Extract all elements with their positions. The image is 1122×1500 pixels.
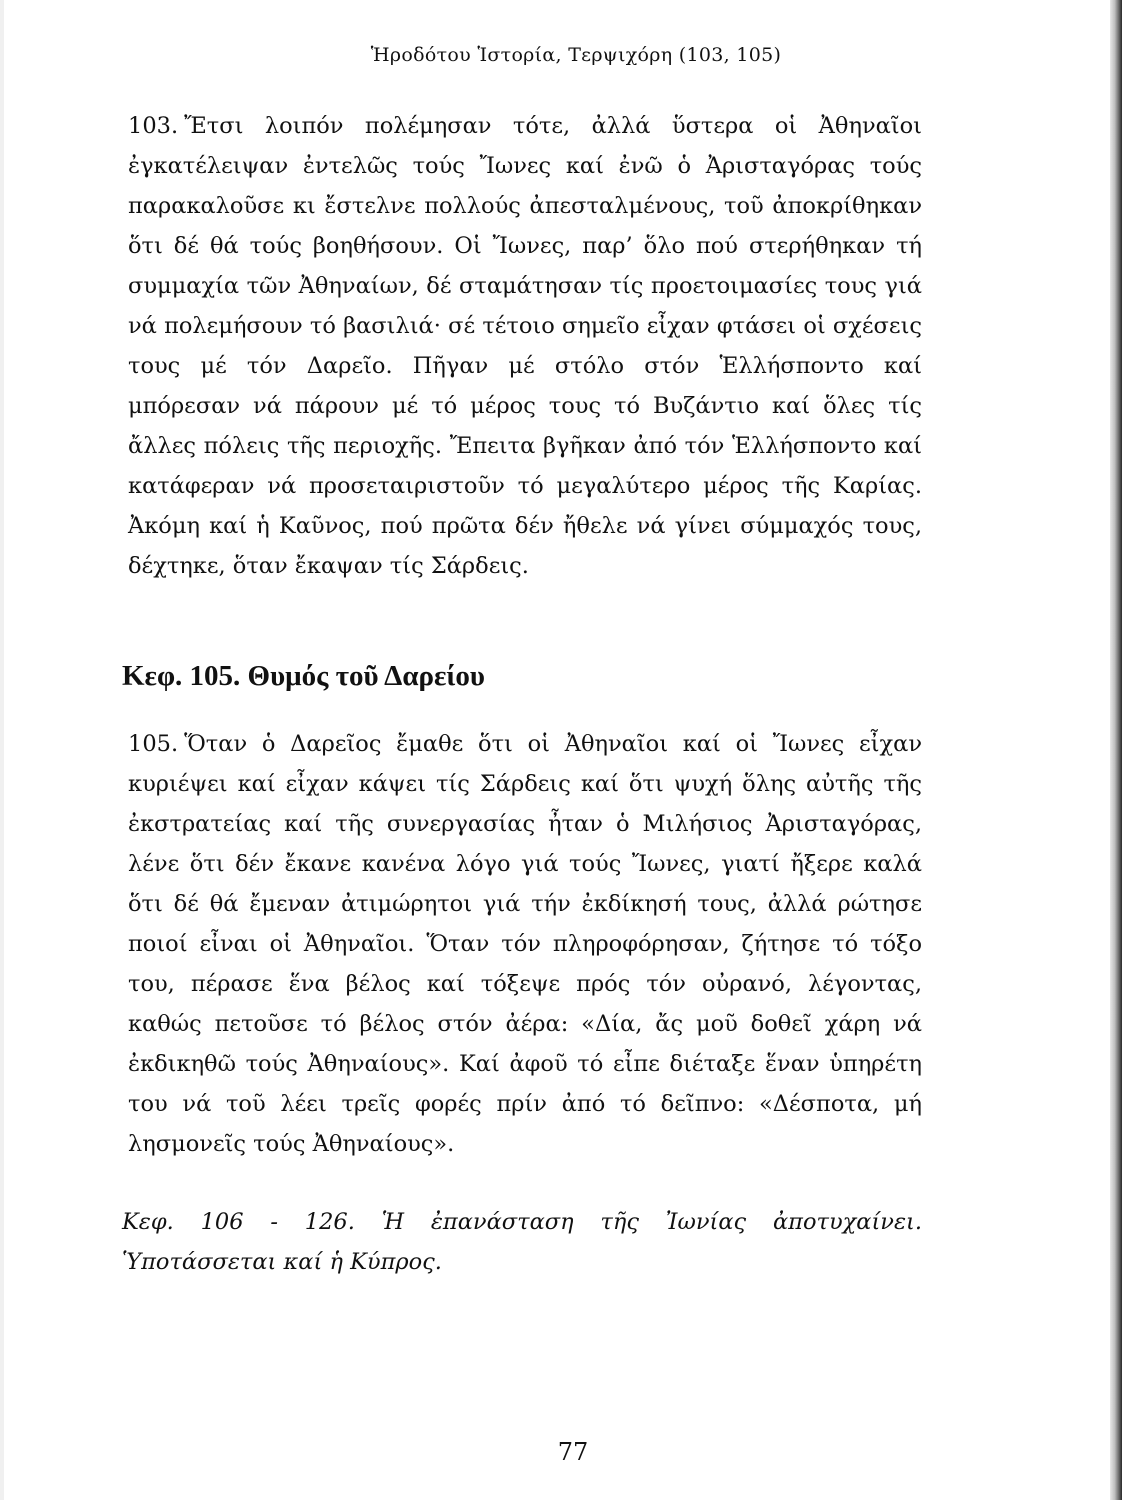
- page-binding-shadow: [1110, 0, 1122, 1500]
- paragraph-text-103: Ἔτσι λοιπόν πολέμησαν τότε, ἀλλά ὕστερα οἱ Ἀθηναῖοι ἐγκατέλειψαν ἐντελῶς τούς Ἴωνες καί ἐνῶ ὁ Ἀρισταγόρας τούς παρακαλοῦσε κι ἔστελνε πολλούς ἀπεσταλμένους, τοῦ ἀποκρίθηκαν ὅτι δέ θά τούς βοηθήσουν. Οἱ Ἴωνες, παρ’ ὅλο πού στερήθηκαν τή συμμαχία τῶν Ἀθηναίων, δέ σταμάτησαν τίς προετοιμασίες τους γιά νά πολεμήσουν τό βασιλιά· σέ τέτοιο σημεῖο εἶχαν φτάσει οἱ σχέσεις τους μέ τόν Δαρεῖο. Πῆγαν μέ στόλο στόν Ἑλλήσποντο καί μπόρεσαν νά πάρουν μέ τό μέρος τους τό Βυζάντιο καί ὅλες τίς ἄλλες πόλεις τῆς περιοχῆς. Ἔπειτα βγῆκαν ἀπό τόν Ἑλλήσποντο καί κατάφεραν νά προσεταιριστοῦν τό μεγαλύτερο μέρος τῆς Καρίας. Ἀκόμη καί ἡ Καῦνος, πού πρῶτα δέν ἤθελε νά γίνει σύμμαχός τους, δέχτηκε, ὅταν ἔκαψαν τίς Σάρδεις.: [128, 113, 922, 579]
- paragraph-103: [128, 106, 922, 586]
- running-header: Ἡροδότου Ἱστορία, Τερψιχόρη (103, 105): [370, 44, 782, 66]
- paragraph-105: [128, 724, 922, 1164]
- paragraph-number-103: 103.: [128, 113, 179, 139]
- page-number: 77: [557, 1438, 589, 1466]
- paragraph-number-105: 105.: [128, 731, 179, 757]
- page-left-edge: [0, 0, 4, 1500]
- paragraph-text-105: Ὅταν ὁ Δαρεῖος ἔμαθε ὅτι οἱ Ἀθηναῖοι καί οἱ Ἴωνες εἶχαν κυριέψει καί εἶχαν κάψει τίς Σάρδεις καί ὅτι ψυχή ὅλης αὐτῆς τῆς ἐκστρατείας καί τῆς συνεργασίας ἦταν ὁ Μιλήσιος Ἀρισταγόρας, λένε ὅτι δέν ἔκανε κανένα λόγο γιά τούς Ἴωνες, γιατί ἤξερε καλά ὅτι δέ θά ἔμεναν ἀτιμώρητοι γιά τήν ἐκδίκησή τους, ἀλλά ρώτησε ποιοί εἶναι οἱ Ἀθηναῖοι. Ὅταν τόν πληροφόρησαν, ζήτησε τό τόξο του, πέρασε ἕνα βέλος καί τόξεψε πρός τόν οὐρανό, λέγοντας, καθώς πετοῦσε τό βέλος στόν ἀέρα: «Δία, ἄς μοῦ δοθεῖ χάρη νά ἐκδικηθῶ τούς Ἀθηναίους». Καί ἀφοῦ τό εἶπε διέταξε ἕναν ὑπηρέτη του νά τοῦ λέει τρεῖς φορές πρίν ἀπό τό δεῖπνο: «Δέσποτα, μή λησμονεῖς τούς Ἀθηναίους».: [128, 731, 922, 1157]
- chapter-summary-note: Κεφ. 106 - 126. Ἡ ἐπανάσταση τῆς Ἰωνίας ἀποτυχαίνει. Ὑποτάσσεται καί ἡ Κύπρος.: [122, 1209, 922, 1275]
- chapter-heading-105: Κεφ. 105. Θυμός τοῦ Δαρείου: [122, 660, 485, 692]
- main-text-block: [122, 106, 922, 1282]
